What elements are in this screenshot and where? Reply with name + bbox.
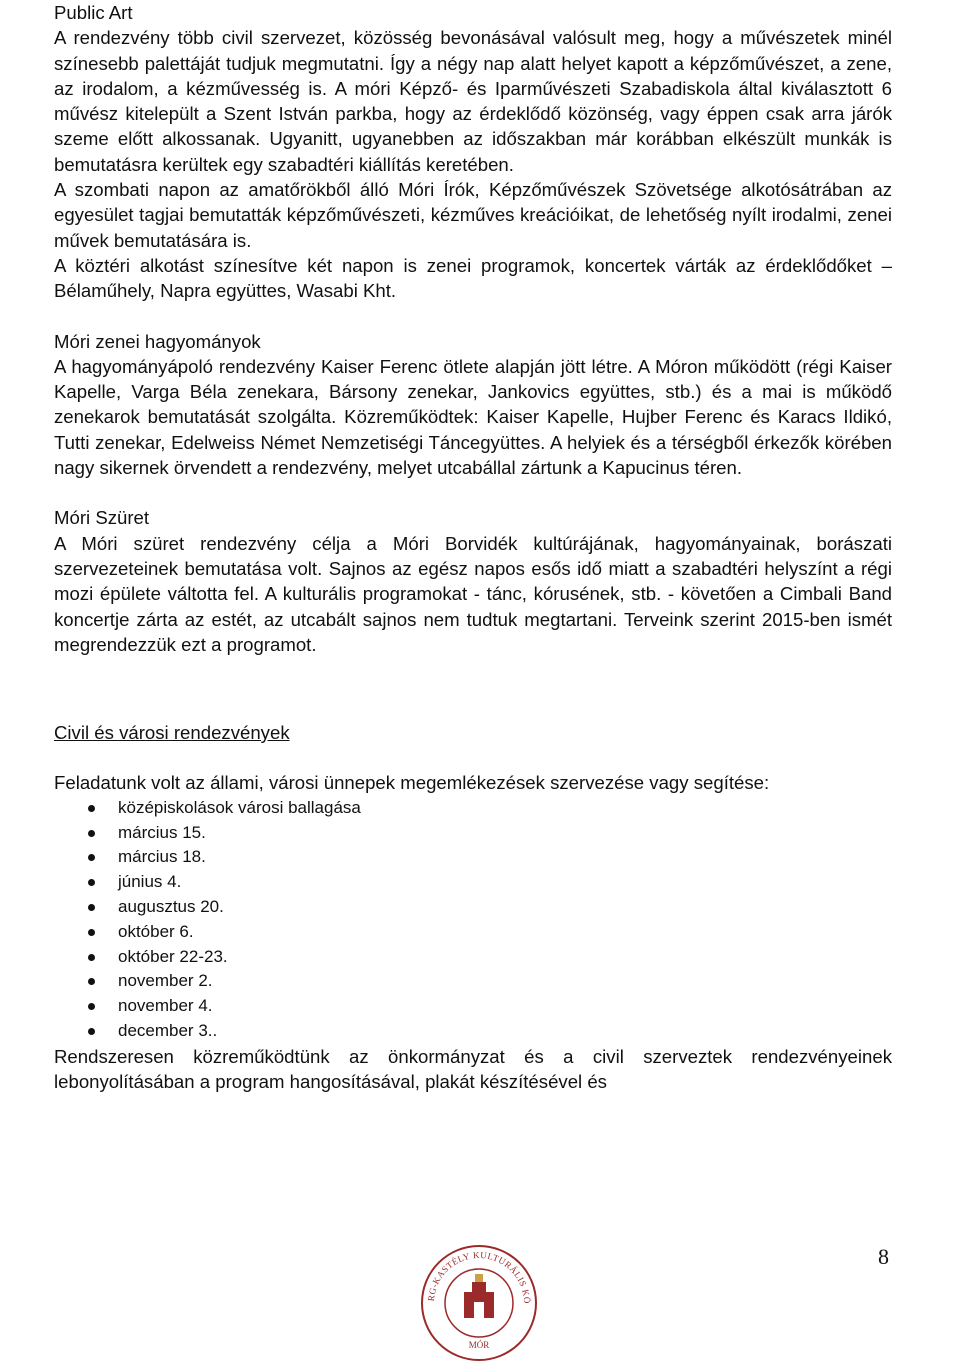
civil-closing: Rendszeresen közreműködtünk az önkormányzat és a civil szerveztek rendezvényeinek lebonyolításában a program hangosításával, plakát készítésével és	[54, 1045, 892, 1092]
public-art-paragraph-3: A köztéri alkotást színesítve két napon is zenei programok, koncertek várták az érdeklődőket – Bélaműhely, Napra együttes, Wasabi Kht.	[54, 254, 892, 302]
bullet-icon	[88, 904, 95, 911]
list-item: augusztus 20.	[54, 895, 892, 920]
list-item: december 3..	[54, 1019, 892, 1044]
list-item: március 18.	[54, 845, 892, 870]
list-item: június 4.	[54, 870, 892, 895]
list-item: középiskolások városi ballagása	[54, 796, 892, 821]
page-number: 8	[878, 1244, 889, 1269]
svg-text:LAMBERG-KASTÉLY KULTURÁLIS KÖZ: RG-KASTÉLY KULTURÁLIS KÖ	[425, 1249, 533, 1305]
szuret-paragraph: A Móri szüret rendezvény célja a Móri Borvidék kultúrájának, hagyományainak, borászati szervezeteinek bemutatása volt. Sajnos az egész napos esős idő miatt a szabadtéri helyszínt a régi mozi épülete váltotta fel. A kulturális programokat - tánc, kórusének, stb. - követően a Cimbali Band koncertje zárta az estét, az utcabált sajnos nem tudtuk megtartani. Terveink szerint 2015-ben ismét megrendezzük ezt a programot.	[54, 532, 892, 655]
list-item: november 4.	[54, 994, 892, 1019]
section-title-civil: Civil és városi rendezvények	[54, 722, 290, 744]
public-art-paragraph-1: A rendezvény több civil szervezet, közösség bevonásával valósult meg, hogy a művészetek minél színesebb palettáját tudjuk megmutatni. Így a négy nap alatt helyet kapott a képzőművészet, a zene, az irodalom, a kézművesség is. A móri Képző- és Iparművészeti Szabadiskola által kiválasztott 6 művész kitelepült a Szent István parkba, hogy az érdeklődő közönség, vagy éppen csak arra járók szeme előtt alkossanak. Ugyanitt, ugyanebben az időszakban már korábban elkészült munkák is bemutatásra kerültek egy szabadtéri kiállítás keretében.	[54, 27, 892, 175]
bullet-icon	[88, 1028, 95, 1035]
bullet-icon	[88, 879, 95, 886]
list-item: október 6.	[54, 920, 892, 945]
document-page	[54, 0, 892, 1094]
bullet-icon	[88, 1003, 95, 1010]
bullet-icon	[88, 854, 95, 861]
bullet-icon	[88, 954, 95, 961]
events-list	[54, 796, 892, 1044]
section-title-public-art: Public Art	[54, 2, 133, 23]
bullet-icon	[88, 805, 95, 812]
logo-seal-icon	[420, 1244, 538, 1362]
section-title-szuret: Móri Szüret	[54, 507, 150, 529]
bullet-icon	[88, 929, 95, 936]
bullet-icon	[88, 830, 95, 837]
cultural-center-logo	[420, 1244, 538, 1362]
public-art-paragraph-2: A szombati napon az amatőrökből álló Móri Írók, Képzőművészek Szövetsége alkotósátrában az egyesület tagjai bemutatták képzőművészeti, kézműves kreációikat, de lehetőség nyílt irodalmi, zenei művek bemutatására is.	[54, 179, 892, 251]
list-item: március 15.	[54, 821, 892, 846]
civil-intro: Feladatunk volt az állami, városi ünnepek megemlékezések szervezése vagy segítése:	[54, 772, 770, 794]
svg-text:MÓR: MÓR	[468, 1340, 490, 1350]
section-title-zenei: Móri zenei hagyományok	[54, 330, 261, 352]
bullet-icon	[88, 978, 95, 985]
list-item: november 2.	[54, 969, 892, 994]
zenei-paragraph: A hagyományápoló rendezvény Kaiser Ferenc ötlete alapján jött létre. A Móron működött (régi Kaiser Kapelle, Varga Béla zenekara, Bársony zenekar, Jankovics együttes, stb.) és a mai is működő zenekarok bemutatását szolgálta. Közreműködtek: Kaiser Kapelle, Hujber Ferenc és Karacs Ildikó, Tutti zenekar, Edelweiss Német Nemzetiségi Táncegyüttes. A helyiek és a térségből érkezők körében nagy sikernek örvendett a rendezvény, melyet utcabállal zártunk a Kapucinus téren.	[54, 355, 892, 479]
list-item: október 22-23.	[54, 945, 892, 970]
